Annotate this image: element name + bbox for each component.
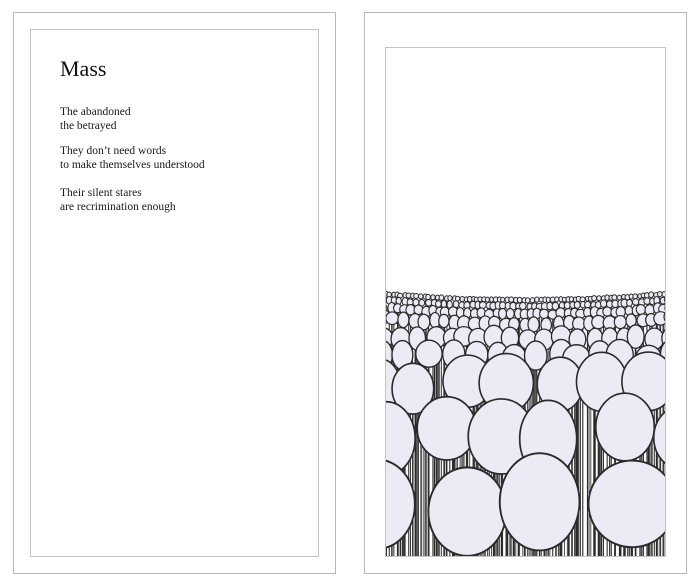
left-page-inner-border: [30, 29, 319, 557]
left-page: [13, 12, 336, 574]
head-shape: [428, 467, 506, 556]
head-shape: [414, 294, 419, 299]
head-shape: [600, 300, 606, 307]
head-shape: [426, 294, 431, 299]
illustration-panel: [385, 47, 666, 557]
head-shape: [509, 297, 514, 302]
head-shape: [448, 296, 452, 301]
stanza-3-line-1: Their silent stares: [60, 187, 142, 199]
stanza-3: [60, 186, 176, 214]
head-shape: [658, 292, 663, 297]
head-shape: [612, 295, 617, 300]
head-shape: [546, 297, 550, 302]
head-shape: [569, 297, 573, 302]
head-shape: [439, 295, 444, 301]
head-shape: [506, 309, 514, 319]
head-shape: [501, 297, 505, 302]
stanza-1-line-1: The abandoned: [60, 106, 131, 118]
head-shape: [436, 301, 442, 307]
head-shape: [654, 312, 665, 325]
crowd-illustration: [386, 48, 665, 556]
head-shape: [592, 296, 597, 301]
head-shape: [589, 461, 665, 548]
head-shape: [535, 297, 539, 302]
right-page: [364, 12, 687, 574]
head-shape: [439, 314, 449, 327]
head-shape: [419, 294, 424, 299]
stanza-2-line-2: to make themselves understood: [60, 159, 205, 171]
stanza-3-line-2: are recrimination enough: [60, 201, 176, 213]
head-shape: [398, 312, 409, 328]
head-shape: [632, 299, 639, 306]
head-shape: [499, 308, 507, 319]
head-shape: [540, 309, 549, 318]
head-shape: [633, 294, 637, 299]
head-shape: [636, 305, 645, 315]
head-shape: [386, 312, 398, 325]
head-shape: [654, 406, 665, 470]
stanza-2: [60, 144, 205, 172]
head-shape: [530, 298, 534, 303]
stanza-1: [60, 105, 131, 133]
head-shape: [525, 298, 529, 303]
head-shape: [500, 453, 580, 550]
head-shape: [555, 297, 559, 302]
head-shape: [614, 316, 626, 329]
head-shape: [596, 393, 655, 461]
head-shape: [574, 302, 580, 309]
head-shape: [485, 297, 489, 302]
stanza-2-line-1: They don’t need words: [60, 145, 167, 157]
stanza-1-line-2: the betrayed: [60, 120, 117, 132]
head-shape: [520, 302, 526, 309]
head-shape: [585, 301, 591, 307]
head-shape: [664, 296, 665, 303]
head-shape: [597, 296, 602, 301]
head-shape: [564, 302, 570, 309]
head-shape: [416, 340, 442, 367]
poem-title: Mass: [60, 56, 107, 81]
head-shape: [417, 397, 476, 460]
head-shape: [662, 292, 665, 297]
head-shape: [479, 302, 486, 309]
head-shape: [649, 292, 654, 298]
head-shape: [517, 297, 522, 302]
